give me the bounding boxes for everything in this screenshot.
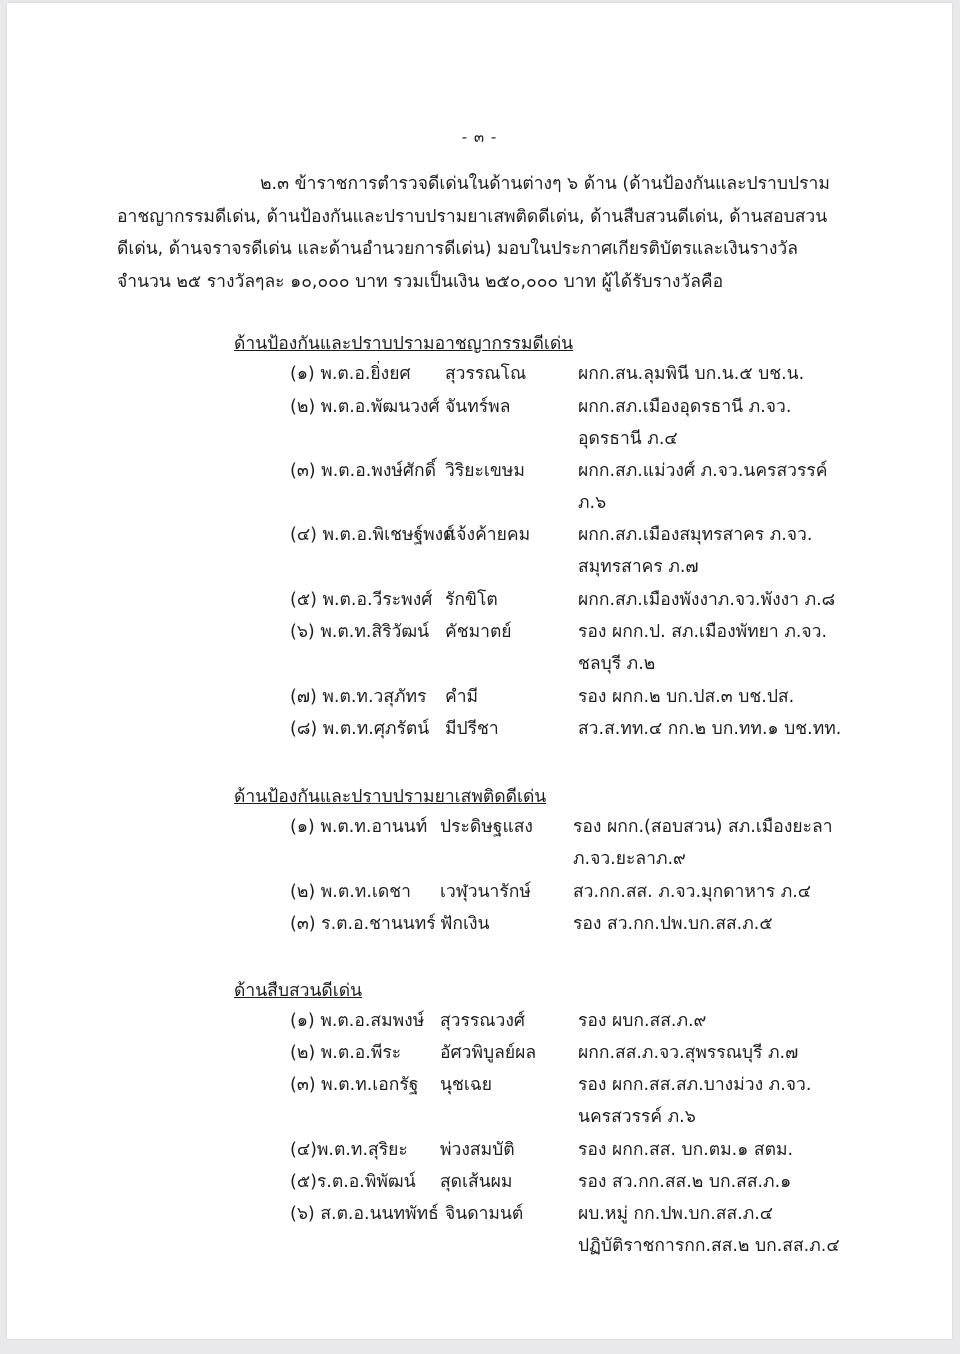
entry-name: (๔)พ.ต.ท.สุริยะ (290, 1140, 408, 1160)
entry-position: สว.กก.สส. ภ.จว.มุกดาหาร ภ.๔ (573, 882, 812, 902)
entry-surname: พ่วงสมบัติ (440, 1140, 515, 1160)
entry-surname: แจ้งค้ายคม (445, 525, 531, 545)
entry-position: รอง ผกก.(สอบสวน) สภ.เมืองยะลา (573, 817, 833, 837)
entry-surname: รักขิโต (445, 590, 498, 610)
entry-surname: จันทร์พล (445, 397, 511, 417)
entry-surname: ประดิษฐแสง (440, 817, 533, 837)
entry-surname: วิริยะเขษม (445, 461, 525, 481)
entry-surname: นุชเฉย (440, 1075, 492, 1095)
entry-name: (๒) พ.ต.ท.เดชา (290, 882, 411, 902)
entry-name: (๖) พ.ต.ท.สิริวัฒน์ (290, 622, 430, 642)
intro-paragraph (117, 168, 852, 298)
section-title-drug-suppression: ด้านป้องกันและปราบปรามยาเสพติดดีเด่น (234, 787, 547, 807)
entry-surname: สุดเส้นผม (440, 1172, 513, 1192)
entry-position: ผกก.สน.ลุมพินี บก.น.๕ บช.น. (578, 364, 805, 384)
entry-position: สมุทรสาคร ภ.๗ (578, 557, 699, 577)
entry-position: รอง ผบก.สส.ภ.๙ (578, 1011, 707, 1031)
entry-surname: คำมี (445, 687, 479, 707)
entry-name: (๖) ส.ต.อ.นนทพัทธ์ (290, 1204, 439, 1224)
entry-position: รอง ผกก.สส.สภ.บางม่วง ภ.จว. (578, 1075, 812, 1095)
entry-name: (๔) พ.ต.อ.พิเชษฐ์พงศ์ (290, 525, 455, 545)
entry-name: (๒) พ.ต.อ.พัฒนวงศ์ (290, 397, 440, 417)
entry-position: ภ.จว.ยะลาภ.๙ (573, 849, 686, 869)
entry-position: ผบ.หมู่ กก.ปพ.บก.สส.ภ.๔ (578, 1204, 774, 1224)
entry-position: ผกก.สภ.เมืองพังงาภ.จว.พังงา ภ.๘ (578, 590, 836, 610)
entry-surname: อัศวพิบูลย์ผล (440, 1043, 537, 1063)
entry-position: สว.ส.ทท.๔ กก.๒ บก.ทท.๑ บช.ทท. (578, 719, 842, 739)
intro-line: ดีเด่น, ด้านจราจรดีเด่น และด้านอำนวยการดีเด่น) มอบในประกาศเกียรติบัตรและเงินรางวัล (117, 239, 798, 259)
entry-name: (๓) พ.ต.อ.พงษ์ศักดิ์ (290, 461, 436, 481)
intro-line: จำนวน ๒๕ รางวัลๆละ ๑๐,๐๐๐ บาท รวมเป็นเงิน ๒๕๐,๐๐๐ บาท ผู้ได้รับรางวัลคือ (117, 271, 724, 292)
page-number: - ๓ - (461, 128, 498, 146)
entry-position: รอง ผกก.๒ บก.ปส.๓ บช.ปส. (578, 687, 795, 707)
entry-name: (๑) พ.ต.อ.สมพงษ์ (290, 1011, 425, 1031)
entry-position: นครสวรรค์ ภ.๖ (578, 1107, 696, 1127)
entry-position: ปฏิบัติราชการกก.สส.๒ บก.สส.ภ.๔ (578, 1236, 840, 1256)
section-title-crime-prevention: ด้านป้องกันและปราบปรามอาชญากรรมดีเด่น (234, 334, 574, 354)
entry-position: ชลบุรี ภ.๒ (578, 654, 656, 674)
document-page (7, 3, 952, 1339)
entry-position: ผกก.สภ.เมืองสมุทรสาคร ภ.จว. (578, 525, 813, 545)
entry-surname: มีปรีชา (445, 719, 499, 739)
entry-name: (๓) ร.ต.อ.ชานนทร์ (290, 914, 436, 934)
entry-position: รอง ผกก.สส. บก.ตม.๑ สตม. (578, 1140, 794, 1160)
entry-position: รอง ผกก.ป. สภ.เมืองพัทยา ภ.จว. (578, 622, 828, 642)
entry-name: (๑) พ.ต.ท.อานนท์ (290, 817, 428, 837)
intro-line: อาชญากรรมดีเด่น, ด้านป้องกันและปราบปรามยาเสพติดดีเด่น, ด้านสืบสวนดีเด่น, ด้านสอบสวน (117, 206, 828, 227)
entry-position: ผกก.สส.ภ.จว.สุพรรณบุรี ภ.๗ (578, 1043, 799, 1063)
entry-surname: สุวรรณวงศ์ (440, 1011, 526, 1031)
entry-name: (๑) พ.ต.อ.ยิ่งยศ (290, 364, 411, 384)
entry-surname: ฟักเงิน (440, 914, 490, 934)
entry-name: (๓) พ.ต.ท.เอกรัฐ (290, 1075, 419, 1095)
entry-surname: จินดามนต์ (445, 1204, 524, 1224)
entry-position: อุดรธานี ภ.๔ (578, 429, 678, 449)
entry-name: (๗) พ.ต.ท.วสุภัทร (290, 687, 427, 707)
entry-position: ผกก.สภ.แม่วงศ์ ภ.จว.นครสวรรค์ (578, 461, 828, 481)
entry-name: (๕)ร.ต.อ.พิพัฒน์ (290, 1172, 416, 1192)
entry-name: (๘) พ.ต.ท.ศุภรัตน์ (290, 719, 430, 739)
entry-position: ภ.๖ (578, 493, 607, 513)
entry-surname: สุวรรณโณ (445, 364, 527, 384)
entry-name: (๕) พ.ต.อ.วีระพงศ์ (290, 590, 433, 610)
entry-surname: เวฬุวนารักษ์ (440, 882, 531, 902)
entry-position: รอง สว.กก.ปพ.บก.สส.ภ.๕ (573, 914, 773, 934)
intro-line: ๒.๓ ข้าราชการตำรวจดีเด่นในด้านต่างๆ ๖ ด้าน (ด้านป้องกันและปราบปราม (260, 174, 830, 194)
entry-position: รอง สว.กก.สส.๒ บก.สส.ภ.๑ (578, 1172, 792, 1192)
entry-surname: คัชมาตย์ (445, 622, 512, 642)
section-title-investigation: ด้านสืบสวนดีเด่น (234, 981, 363, 1001)
entry-name: (๒) พ.ต.อ.พีระ (290, 1043, 402, 1063)
entry-position: ผกก.สภ.เมืองอุดรธานี ภ.จว. (578, 397, 792, 417)
